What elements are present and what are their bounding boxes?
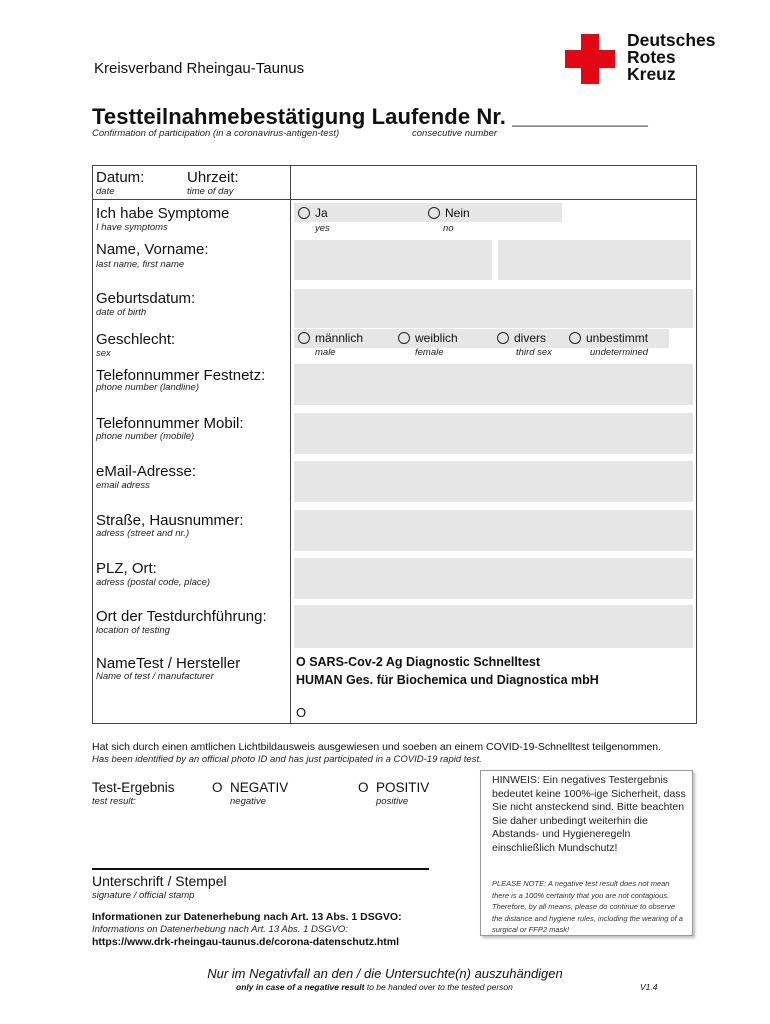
radio-diverse[interactable] xyxy=(497,332,509,344)
sex-female-option[interactable]: weiblich xyxy=(398,331,458,345)
result-positive-en: positive xyxy=(376,796,409,807)
birthdate-label-en: date of birth xyxy=(96,307,147,318)
landline-label: Telefonnummer Festnetz: xyxy=(96,367,266,384)
zip-city-label-en: adress (postal code, place) xyxy=(96,577,211,588)
time-label: Uhrzeit: xyxy=(187,169,239,186)
sex-label: Geschlecht: xyxy=(96,331,176,348)
test-location-label: Ort der Testdurchführung: xyxy=(96,608,267,625)
privacy-title: Informationen zur Datenerhebung nach Art. 13 Abs. 1 DSGVO: xyxy=(92,911,402,923)
test-name-label: NameTest / Hersteller xyxy=(96,655,241,672)
test-location-label-en: location of testing xyxy=(96,625,170,636)
footer-de: Nur im Negativfall an den / die Untersuchte(n) auszuhändigen xyxy=(207,966,563,981)
radio-no[interactable] xyxy=(428,207,440,219)
symptoms-yes-option[interactable]: Ja xyxy=(298,206,328,220)
test-location-field[interactable] xyxy=(294,605,693,648)
sex-diverse-en: third sex xyxy=(516,347,552,358)
statement-de: Hat sich durch einen amtlichen Lichtbildausweis ausgewiesen und soeben an einem COVID-19-Schnelltest teilgenommen. xyxy=(92,741,662,753)
symptoms-label-en: I have symptoms xyxy=(96,222,168,233)
test-option-sars[interactable]: O SARS-Cov-2 Ag Diagnostic Schnelltest xyxy=(296,655,541,669)
landline-field[interactable] xyxy=(294,364,693,405)
test-option-other[interactable]: O xyxy=(296,705,307,720)
symptoms-yes-en: yes xyxy=(315,223,330,234)
version-label: V1.4 xyxy=(640,982,658,992)
sex-undetermined-en: undetermined xyxy=(590,347,649,358)
radio-female[interactable] xyxy=(398,332,410,344)
signature-label: Unterschrift / Stempel xyxy=(92,873,227,889)
mobile-field[interactable] xyxy=(294,413,693,454)
mobile-label-en: phone number (mobile) xyxy=(96,431,195,442)
result-negative-en: negative xyxy=(230,796,266,807)
date-label-en: date xyxy=(96,186,115,197)
symptoms-no-option[interactable]: Nein xyxy=(428,206,470,220)
street-field[interactable] xyxy=(294,510,693,551)
sex-male-en: male xyxy=(315,347,336,358)
symptoms-label: Ich habe Symptome xyxy=(96,205,230,222)
sex-label-en: sex xyxy=(96,348,111,359)
email-label-en: email adress xyxy=(96,480,150,491)
organization-name: Kreisverband Rheingau-Taunus xyxy=(94,60,305,77)
landline-label-en: phone number (landline) xyxy=(96,382,199,393)
zip-city-field[interactable] xyxy=(294,558,693,599)
result-positive-option[interactable]: O POSITIV xyxy=(358,780,430,795)
statement-en: Has been identified by an official photo ID and has just participated in a COVID-19 rapid test. xyxy=(92,754,482,765)
consecutive-number-caption: consecutive number xyxy=(412,128,498,139)
radio-undetermined[interactable] xyxy=(569,332,581,344)
last-name-field[interactable] xyxy=(294,240,492,280)
notice-box xyxy=(480,770,693,936)
first-name-field[interactable] xyxy=(498,240,691,280)
signature-label-en: signature / official stamp xyxy=(92,890,195,901)
page-title: Testteilnahmebestätigung Laufende Nr. ___________ xyxy=(92,104,648,129)
test-manufacturer: HUMAN Ges. für Biochemica und Diagnostica mbH xyxy=(296,673,599,687)
birthdate-label: Geburtsdatum: xyxy=(96,290,196,307)
test-name-label-en: Name of test / manufacturer xyxy=(96,671,214,682)
birthdate-field[interactable] xyxy=(294,289,693,328)
signature-line xyxy=(92,868,429,870)
notice-de: HINWEIS: Ein negatives Testergebnis bedeutet keine 100%-ige Sicherheit, dass Sie nicht ansteckend sind. Bitte beachten Sie daher unbedingt weiterhin die Abstands- und Hygieneregeln einschließlich Mundschutz! xyxy=(492,774,686,854)
sex-female-en: female xyxy=(415,347,444,358)
privacy-en: Informations on Datenerhebung nach Art. 13 Abs. 1 DSGVO: xyxy=(92,924,348,935)
zip-city-label: PLZ, Ort: xyxy=(96,560,157,577)
result-negative-option[interactable]: O NEGATIV xyxy=(212,780,289,795)
privacy-link[interactable]: https://www.drk-rheingau-taunus.de/corona-datenschutz.html xyxy=(92,936,400,948)
logo-text: Deutsches Rotes Kreuz xyxy=(627,30,716,84)
result-label: Test-Ergebnis xyxy=(92,780,175,795)
radio-yes[interactable] xyxy=(298,207,310,219)
result-label-en: test result: xyxy=(92,796,136,807)
email-field[interactable] xyxy=(294,461,693,502)
date-label: Datum: xyxy=(96,169,145,186)
email-label: eMail-Adresse: xyxy=(96,463,197,480)
red-cross-icon xyxy=(565,34,615,84)
form-divider xyxy=(290,165,291,724)
name-label-en: last name, first name xyxy=(96,259,185,270)
time-label-en: time of day xyxy=(187,186,234,197)
street-label-en: adress (street and nr.) xyxy=(96,528,190,539)
notice-en: PLEASE NOTE: A negative test result does not mean there is a 100% certainty that you are not contagious. Therefore, by all means, please do continue to observe the distance and hygiene rules, including the wearing of a surgical or FFP2 mask! xyxy=(492,879,683,935)
mobile-label: Telefonnummer Mobil: xyxy=(96,415,244,432)
footer-en: only in case of a negative result to be handed over to the tested person xyxy=(236,982,513,992)
street-label: Straße, Hausnummer: xyxy=(96,512,244,529)
sex-undetermined-option[interactable]: unbestimmt xyxy=(569,331,648,345)
sex-male-option[interactable]: männlich xyxy=(298,331,363,345)
page-subtitle: Confirmation of participation (in a coronavirus-antigen-test) xyxy=(92,128,340,139)
symptoms-no-en: no xyxy=(443,223,454,234)
radio-male[interactable] xyxy=(298,332,310,344)
name-label: Name, Vorname: xyxy=(96,241,209,258)
drk-logo xyxy=(565,32,745,88)
row-divider xyxy=(92,199,697,200)
sex-diverse-option[interactable]: divers xyxy=(497,331,546,345)
